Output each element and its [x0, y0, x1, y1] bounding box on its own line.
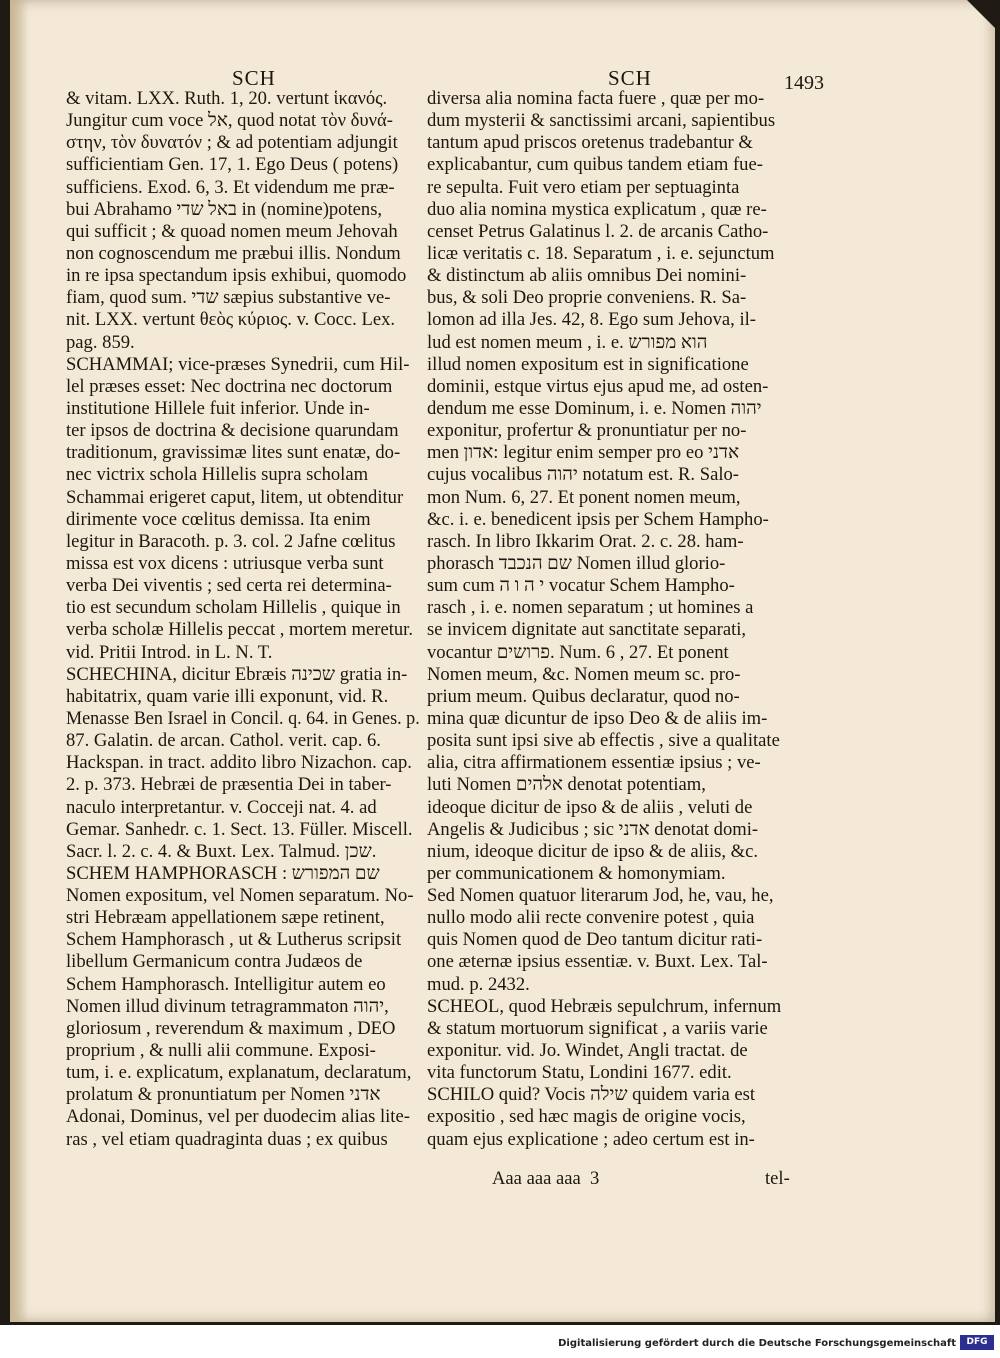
text-line: Schem Hamphorasch , ut & Lutherus scripsit	[66, 929, 402, 951]
text-line: verba Dei viventis ; sed certa rei determina-	[66, 575, 392, 597]
text-line: tum, i. e. explicatum, explanatum, declaratum,	[66, 1062, 412, 1084]
left-column	[66, 88, 420, 1151]
text-line: per communicationem & homonymiam.	[427, 862, 726, 884]
text-line: & distinctum ab aliis omnibus Dei nomini-	[427, 265, 747, 287]
text-line: Sed Nomen quatuor literarum Jod, he, vau, he,	[427, 885, 774, 907]
text-line: cujus vocalibus יהוה notatum est. R. Salo-	[427, 464, 739, 486]
text-line: institutione Hillele fuit inferior. Unde in-	[66, 397, 370, 419]
text-line: alia, citra affirmationem essentiæ ipsius ; ve-	[427, 752, 761, 774]
text-line: mina quæ dicuntur de ipso Deo & de aliis im-	[427, 707, 768, 729]
text-line: fiam, quod sum. שדי sæpius substantive ve-	[66, 287, 391, 309]
text-line: Nomen expositum, vel Nomen separatum. No-	[66, 885, 414, 907]
text-line: men אדון: legitur enim semper pro eo אדני	[427, 442, 740, 464]
page-number: 1493	[784, 72, 824, 94]
text-line: traditionum, gravissimæ lites sunt enatæ, do-	[66, 442, 401, 464]
text-line: rasch , i. e. nomen separatum ; ut homines a	[427, 597, 754, 619]
text-line: quam ejus explicatione ; adeo certum est in-	[427, 1128, 755, 1150]
text-line: rasch. In libro Ikkarim Orat. 2. c. 28. ham-	[427, 530, 744, 552]
text-line: quis Nomen quod de Deo tantum dicitur rati-	[427, 929, 763, 951]
funding-credit: Digitalisierung gefördert durch die Deutsche Forschungsgemeinschaft	[558, 1338, 956, 1349]
text-line: SCHEOL, quod Hebræis sepulchrum, infernum	[427, 995, 782, 1017]
text-line: nit. LXX. vertunt θεὸς κύριος. v. Cocc. Lex.	[66, 309, 396, 331]
text-line: ideoque dicitur de ipso & de aliis , veluti de	[427, 796, 753, 818]
text-line: dendum me esse Dominum, i. e. Nomen יהוה	[427, 397, 762, 419]
text-line: re sepulta. Fuit vero etiam per septuaginta	[427, 176, 740, 198]
text-line: lud est nomen meum , i. e. הוא מפורש	[427, 331, 708, 353]
text-line: dominii, estque virtus ejus apud me, ad osten-	[427, 375, 769, 397]
catchword: tel-	[765, 1168, 790, 1189]
text-line: exponitur. vid. Jo. Windet, Angli tractat. de	[427, 1040, 748, 1062]
text-line: exponitur, profertur & pronuntiatur per no-	[427, 420, 747, 442]
text-line: ras , vel etiam quadraginta duas ; ex quibus	[66, 1128, 388, 1150]
text-line: nium, ideoque dicitur de ipso & de aliis, &c.	[427, 840, 759, 862]
text-line: Sacr. l. 2. c. 4. & Buxt. Lex. Talmud. שכן.	[66, 840, 377, 862]
text-line: duo alia nomina mystica explicatum , quæ re-	[427, 198, 767, 220]
text-line: Schammai erigeret caput, litem, ut obtenditur	[66, 486, 404, 508]
text-line: lel præses esset: Nec doctrina nec doctorum	[66, 375, 393, 397]
text-line: Nomen meum, &c. Nomen meum sc. pro-	[427, 663, 741, 685]
text-line: bui Abrahamo באל שדי in (nomine)potens,	[66, 198, 383, 220]
text-line: & statum mortuorum significat , a variis varie	[427, 1017, 768, 1039]
text-line: sufficiens. Exod. 6, 3. Et videndum me præ-	[66, 176, 395, 198]
text-line: libellum Germanicum contra Judæos de	[66, 951, 363, 973]
text-line: qui sufficit ; & quoad nomen meum Jehovah	[66, 220, 398, 242]
text-line: Angelis & Judicibus ; sic אדני denotat domi-	[427, 818, 759, 840]
page-corner	[967, 0, 995, 28]
text-line: legitur in Baracoth. p. 3. col. 2 Jafne cœlitus	[66, 530, 396, 552]
text-line: proprium , & nulli alii commune. Exposi-	[66, 1040, 376, 1062]
text-line: prium meum. Quibus declaratur, quod no-	[427, 685, 740, 707]
text-line: 2. p. 373. Hebræi de præsentia Dei in taber-	[66, 774, 392, 796]
text-line: phorasch שם הנכבד Nomen illud glorio-	[427, 552, 726, 574]
text-line: nullo modo alii recte convenire potest , quia	[427, 907, 755, 929]
text-line: in re ipsa spectandum ipsis exhibui, quomodo	[66, 265, 407, 287]
text-line: SCHECHINA, dicitur Ebræis שכינה gratia in-	[66, 663, 408, 685]
text-line: Schem Hamphorasch. Intelligitur autem eo	[66, 973, 386, 995]
text-line: licæ veritatis c. 18. Separatum , i. e. sejunctum	[427, 242, 775, 264]
text-line: prolatum & pronuntiatum per Nomen אדני	[66, 1084, 381, 1106]
text-line: sufficientiam Gen. 17, 1. Ego Deus ( potens)	[66, 154, 399, 176]
text-line: Menasse Ben Israel in Concil. q. 64. in Genes. p.	[66, 707, 420, 729]
text-line: posita sunt ipsi sive ab effectis , sive a qualitate	[427, 730, 780, 752]
text-line: 87. Galatin. de arcan. Cathol. verit. cap. 6.	[66, 730, 381, 752]
text-line: mon Num. 6, 27. Et ponent nomen meum,	[427, 486, 741, 508]
text-line: expositio , sed hæc magis de origine vocis,	[427, 1106, 746, 1128]
text-line: stri Hebræam appellationem sæpe retinent,	[66, 907, 385, 929]
running-head-left: SCH	[232, 66, 276, 90]
text-line: verba scholæ Hillelis peccat , mortem meretur.	[66, 619, 413, 641]
text-line: non cognoscendum me præbui illis. Nondum	[66, 242, 401, 264]
text-line: lomon ad illa Jes. 42, 8. Ego sum Jehova, il-	[427, 309, 756, 331]
text-line: Adonai, Dominus, vel per duodecim alias litе-	[66, 1106, 410, 1128]
page-gutter-shadow	[10, 0, 28, 1322]
text-line: στην, τὸν δυνατόν ; & ad potentiam adjungit	[66, 132, 398, 154]
text-line: vid. Pritii Introd. in L. N. T.	[66, 641, 273, 663]
text-line: &c. i. e. benedicent ipsis per Schem Hampho-	[427, 508, 769, 530]
text-line: sum cum י ה ו ה vocatur Schem Hampho-	[427, 575, 735, 597]
text-line: vocantur פרושים. Num. 6 , 27. Et ponent	[427, 641, 729, 663]
text-line: Gemar. Sanhedr. c. 1. Sect. 13. Füller. Miscell.	[66, 818, 413, 840]
text-line: SCHEM HAMPHORASCH : שם המפורש	[66, 862, 380, 884]
text-line: missa est vox dicens : utriusque verba sunt	[66, 552, 384, 574]
text-line: bus, & soli Deo proprie conveniens. R. Sa-	[427, 287, 747, 309]
text-line: vita functorum Statu, Londini 1677. edit.	[427, 1062, 732, 1084]
text-line: se invicem dignitate aut sanctitate separati,	[427, 619, 747, 641]
text-line: diversa alia nomina facta fuere , quæ per mo-	[427, 88, 765, 109]
text-line: ter ipsos de doctrina & decisione quarundam	[66, 420, 399, 442]
running-head-right: SCH	[608, 66, 652, 90]
text-line: explicabantur, cum quibus tandem etiam fue-	[427, 154, 763, 176]
text-line: SCHILO quid? Vocis שילה quidem varia est	[427, 1084, 756, 1106]
text-line: tio est secundum scholam Hillelis , quique in	[66, 597, 401, 619]
text-line: Nomen illud divinum tetragrammaton יהוה,	[66, 995, 389, 1017]
text-line: naculo interpretantur. v. Cocceji nat. 4. ad	[66, 796, 377, 818]
text-line: luti Nomen אלהים denotat potentiam,	[427, 774, 706, 796]
text-line: SCHAMMAI; vice-præses Synedrii, cum Hil-	[66, 353, 410, 375]
text-line: dirimente voce cœlitus demissa. Ita enim	[66, 508, 371, 530]
text-line: one æternæ ipsius essentiæ. v. Buxt. Lex. Tal-	[427, 951, 768, 973]
text-line: mud. p. 2432.	[427, 973, 530, 995]
text-line: habitatrix, quam varie illi exponunt, vid. R.	[66, 685, 389, 707]
text-line: tantum apud priscos oretenus tradebantur &	[427, 132, 753, 154]
text-line: nec victrix schola Hillelis supra scholam	[66, 464, 369, 486]
text-line: gloriosum , reverendum & maximum , DEO	[66, 1017, 396, 1039]
right-column	[427, 88, 800, 1151]
text-line: illud nomen expositum est in significatione	[427, 353, 749, 375]
text-line: censet Petrus Galatinus l. 2. de arcanis Catho-	[427, 220, 769, 242]
dfg-logo: DFG	[960, 1335, 994, 1350]
text-line: dum mysterii & sanctissimi arcani, sapientibus	[427, 110, 776, 132]
signature-mark: Aaa aaa aaa 3	[492, 1168, 600, 1189]
text-line: pag. 859.	[66, 331, 135, 353]
text-line: & vitam. LXX. Ruth. 1, 20. vertunt ἱκανός.	[66, 88, 388, 109]
text-line: Jungitur cum voce אל, quod notat τὸν δυνά-	[66, 110, 393, 132]
text-line: Hackspan. in tract. addito libro Nizachon. cap.	[66, 752, 412, 774]
